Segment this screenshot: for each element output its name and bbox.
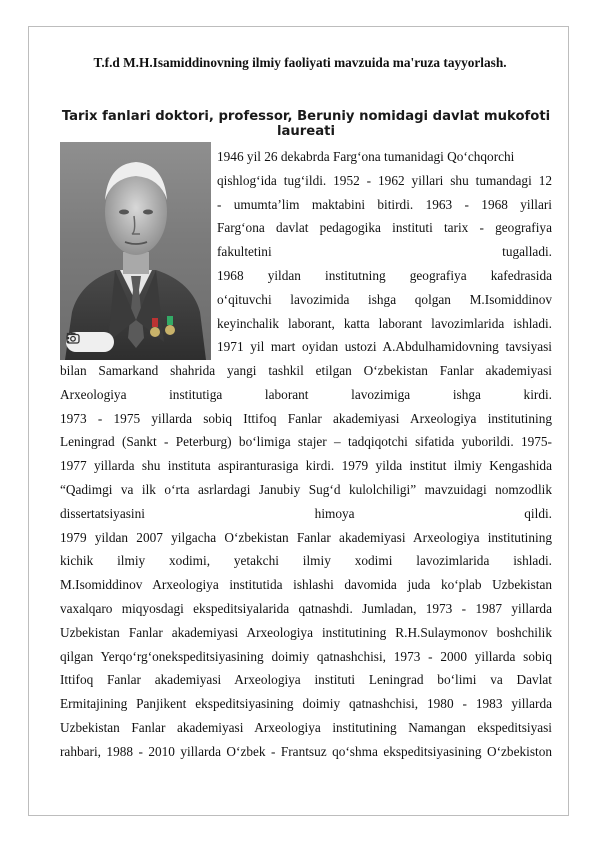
text-line: dissertatsiyasini himoya qildi. xyxy=(60,505,552,521)
text-line: o‘qituvchi lavozimida ishga qolgan M.Isomiddinov xyxy=(217,291,552,307)
section-heading: Tarix fanlari doktori, professor, Beruniy nomidagi davlat mukofoti laureati xyxy=(61,109,551,139)
image-search-icon[interactable] xyxy=(69,333,87,351)
image-toolbar xyxy=(66,332,114,352)
text-line: vaxalqaro miqyosdagi ekspeditsiyalarida qatnashdi. Jumladan, 1973 - 1987 yillarda xyxy=(60,600,552,616)
text-line: M.Isomiddinov Arxeologiya institutida ishlashi davomida juda ko‘plab Uzbekistan xyxy=(60,577,552,593)
text-line: qilgan Yerqo‘rg‘onekspeditsiyasining doimiy qatnashchisi, 1973 - 2000 yillarda sobiq xyxy=(60,648,552,664)
text-line: bilan Samarkand shahrida yangi tashkil etilgan O‘zbekistan Fanlar akademiyasi xyxy=(60,363,552,378)
portrait-photo[interactable] xyxy=(60,142,211,360)
body-text xyxy=(60,359,552,764)
text-line: 1971 yil mart oyidan ustozi A.Abdulhamidovning tavsiyasi xyxy=(217,339,552,355)
text-line: - umumta’lim maktabini bitirdi. 1963 - 1968 yillari xyxy=(217,196,552,212)
text-line: fakultetini tugalladi. xyxy=(217,244,552,260)
text-line: Uzbekistan Fanlar akademiyasi Arxeologiya institutining R.H.Sulaymonov boshchilik xyxy=(60,624,552,640)
text-line: 1977 yillarda shu instituta aspiranturasiga kirdi. 1979 yilda institut ilmiy Kengashida xyxy=(60,458,552,474)
text-line: keyinchalik laborant, katta laborant lavozimlarida ishladi. xyxy=(217,315,552,331)
text-line: Leningrad (Sankt - Peterburg) bo‘limiga stajer – tadqiqotchi sifatida yuborildi. 1975- xyxy=(60,434,552,450)
text-line: 1968 yildan institutning geografiya kafedrasida xyxy=(217,267,552,283)
text-line: Ermitajining Panjikent ekspeditsiyasining doimiy qatnashchisi, 1980 - 1983 yillarda xyxy=(60,696,552,712)
body-text-beside-photo xyxy=(217,145,552,359)
text-line: 1946 yil 26 dekabrda Farg‘ona tumanidagi Qo‘chqorchi xyxy=(217,149,515,164)
text-line: kichik ilmiy xodimi, yetakchi ilmiy xodimi lavozimlarida ishladi. xyxy=(60,553,552,569)
text-line: Farg‘ona davlat pedagogika instituti tarix - geografiya xyxy=(217,220,552,236)
text-line: qishlog‘ida tug‘ildi. 1952 - 1962 yillari shu tumandagi 12 xyxy=(217,172,552,188)
text-line: rahbari, 1988 - 2010 yillarda O‘zbek - Frantsuz qo‘shma ekspeditsiyasining O‘zbekiston xyxy=(60,743,552,759)
document-title: T.f.d M.H.Isamiddinovning ilmiy faoliyati mavzuida ma'ruza tayyorlash. xyxy=(93,55,507,70)
text-line: Uzbekistan Fanlar akademiyasi Arxeologiya institutining Namangan ekspeditsiyasi xyxy=(60,719,552,735)
text-line: Arxeologiya institutiga laborant lavozimiga ishga kirdi. xyxy=(60,386,552,402)
text-line: 1979 yildan 2007 yilgacha O‘zbekistan Fanlar akademiyasi Arxeologiya institutining xyxy=(60,529,552,545)
more-vertical-icon[interactable] xyxy=(93,333,111,351)
text-line: 1973 - 1975 yillarda sobiq Ittifoq Fanlar akademiyasi Arxeologiya institutining xyxy=(60,410,552,426)
text-line: “Qadimgi va ilk o‘rta asrlardagi Janubiy Sug‘d kulolchiligi” mavzuidagi nomzodlik xyxy=(60,481,552,497)
portrait-figure xyxy=(60,142,211,360)
text-line: Ittifoq Fanlar akademiyasi Arxeologiya instituti Leningrad bo‘limi va Davlat xyxy=(60,672,552,688)
